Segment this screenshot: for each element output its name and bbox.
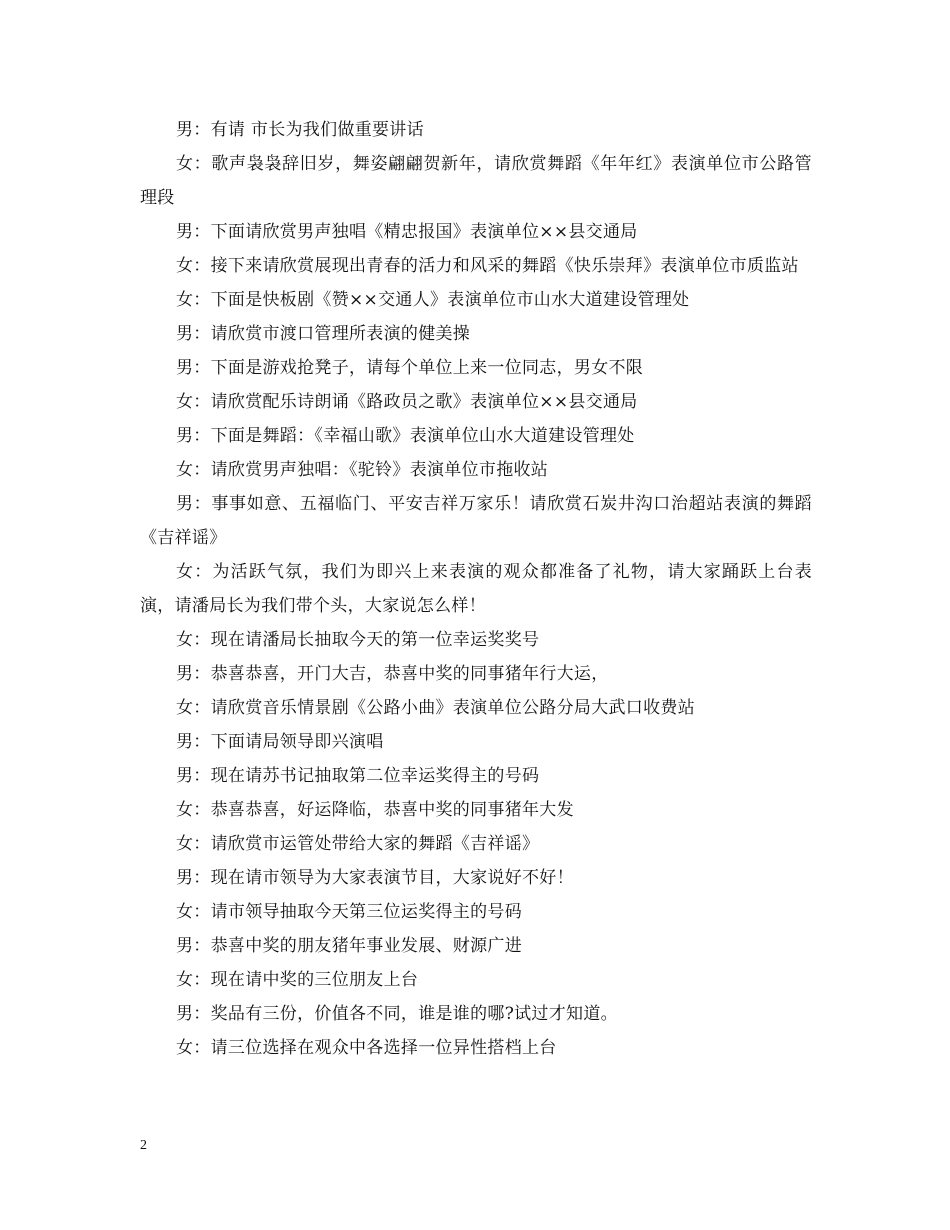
paragraph: 女：请欣赏市运管处带给大家的舞蹈《吉祥谣》 xyxy=(176,834,540,854)
document-body xyxy=(140,113,812,1065)
paragraph: 女：为活跃气氛，我们为即兴上来表演的观众都准备了礼物，请大家踊跃上台表演，请潘局长为我们带个头，大家说怎么样！ xyxy=(140,562,812,616)
paragraph: 男：事事如意、五福临门、平安吉祥万家乐！请欣赏石炭井沟口治超站表演的舞蹈《吉祥谣》 xyxy=(140,494,812,548)
paragraph: 男：有请 市长为我们做重要讲话 xyxy=(176,120,424,140)
paragraph: 女：接下来请欣赏展现出青春的活力和风采的舞蹈《快乐崇拜》表演单位市质监站 xyxy=(176,256,799,276)
paragraph: 女：请欣赏配乐诗朗诵《路政员之歌》表演单位××县交通局 xyxy=(176,392,638,412)
paragraph: 女：请欣赏音乐情景剧《公路小曲》表演单位公路分局大武口收费站 xyxy=(176,698,695,718)
paragraph: 男：现在请苏书记抽取第二位幸运奖得主的号码 xyxy=(176,766,540,786)
paragraph: 女：请三位选择在观众中各选择一位异性搭档上台 xyxy=(176,1038,557,1058)
paragraph: 男：下面是舞蹈：《幸福山歌》表演单位山水大道建设管理处 xyxy=(176,426,635,446)
paragraph: 男：奖品有三份，价值各不同，谁是谁的哪?试过才知道。 xyxy=(176,1004,618,1024)
paragraph: 女：请市领导抽取今天第三位运奖得主的号码 xyxy=(176,902,522,922)
paragraph: 男：现在请市领导为大家表演节目，大家说好不好！ xyxy=(176,868,574,888)
paragraph: 男：恭喜恭喜，开门大吉，恭喜中奖的同事猪年行大运， xyxy=(176,664,609,684)
paragraph: 女：现在请中奖的三位朋友上台 xyxy=(176,970,419,990)
paragraph: 女：现在请潘局长抽取今天的第一位幸运奖奖号 xyxy=(176,630,540,650)
paragraph: 男：恭喜中奖的朋友猪年事业发展、财源广进 xyxy=(176,936,522,956)
paragraph: 女：恭喜恭喜，好运降临，恭喜中奖的同事猪年大发 xyxy=(176,800,574,820)
paragraph: 男：下面请局领导即兴演唱 xyxy=(176,732,384,752)
paragraph: 女：下面是快板剧《赞××交通人》表演单位市山水大道建设管理处 xyxy=(176,290,690,310)
paragraph: 女：请欣赏男声独唱：《驼铃》表演单位市拖收站 xyxy=(176,460,549,480)
paragraph: 女：歌声袅袅辞旧岁，舞姿翩翩贺新年，请欣赏舞蹈《年年红》表演单位市公路管理段 xyxy=(140,154,812,208)
paragraph: 男：下面是游戏抢凳子，请每个单位上来一位同志，男女不限 xyxy=(176,358,644,378)
page-number: 2 xyxy=(140,1138,147,1153)
paragraph: 男：下面请欣赏男声独唱《精忠报国》表演单位××县交通局 xyxy=(176,222,638,242)
paragraph: 男：请欣赏市渡口管理所表演的健美操 xyxy=(176,324,471,344)
